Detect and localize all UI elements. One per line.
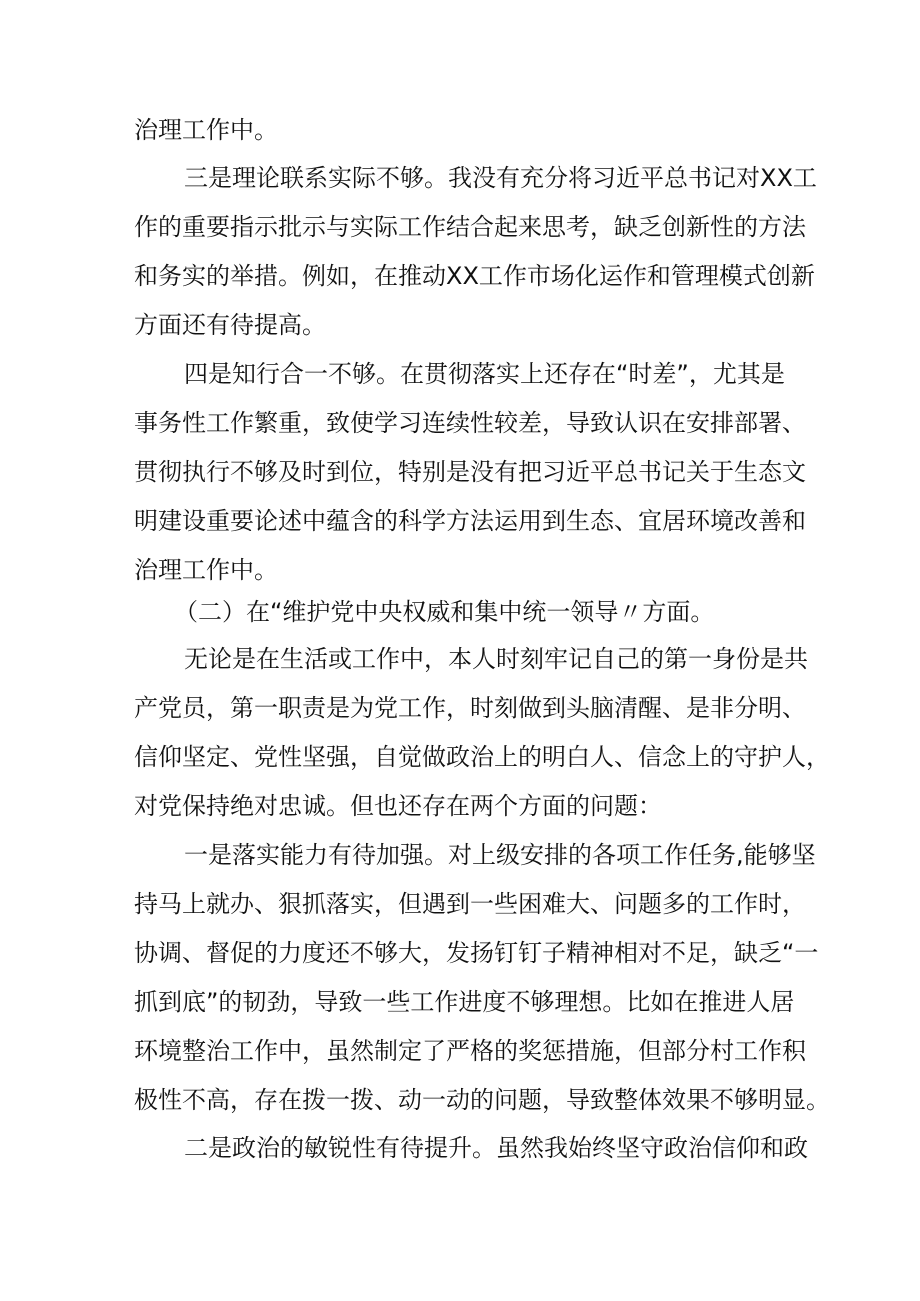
text-line: 持马上就办、狠抓落实，但遇到一些困难大、问题多的工作时， (134, 890, 806, 918)
text-line: 产党员，第一职责是为党工作，时刻做到头脑清醒、是非分明、 (134, 694, 806, 722)
text-line: 抓到底”的韧劲，导致一些工作进度不够理想。比如在推进人居 (134, 988, 795, 1016)
text-line: 治理工作中。 (134, 116, 278, 144)
text-line: 协调、督促的力度还不够大，发扬钉钉子精神相对不足，缺乏“一 (134, 939, 819, 967)
paragraph-start-line: 三是理论联系实际不够。我没有充分将习近平总书记对XX工 (184, 164, 817, 192)
paragraph-start-line: 一是落实能力有待加强。对上级安排的各项工作任务,能够坚 (184, 841, 816, 869)
paragraph-start-line: 四是知行合一不够。在贯彻落实上还存在“时差”，尤其是 (184, 360, 785, 388)
text-line: 环境整治工作中，虽然制定了严格的奖惩措施，但部分村工作积 (134, 1037, 806, 1065)
paragraph-start-line: 无论是在生活或工作中，本人时刻牢记自己的第一身份是共 (184, 645, 808, 673)
paragraph-start-line: 二是政治的敏锐性有待提升。虽然我始终坚守政治信仰和政 (184, 1134, 808, 1162)
text-line: 作的重要指示批示与实际工作结合起来思考，缺乏创新性的方法 (134, 213, 806, 241)
text-line: 信仰坚定、党性坚强，自觉做政治上的明白人、信念上的守护人， (134, 743, 830, 771)
section-heading: （二）在“维护党中央权威和集中统一领导〃方面。 (174, 598, 715, 626)
text-line: 事务性工作繁重，致使学习连续性较差，导致认识在安排部署、 (134, 409, 806, 437)
text-line: 治理工作中。 (134, 556, 278, 584)
text-line: 明建设重要论述中蕴含的科学方法运用到生态、宜居环境改善和 (134, 507, 806, 535)
text-line: 极性不高，存在拨一拨、动一动的问题，导致整体效果不够明显。 (134, 1086, 830, 1114)
text-line: 方面还有待提高。 (134, 311, 326, 339)
text-line: 和务实的举措。例如，在推动XX工作市场化运作和管理模式创新 (134, 262, 815, 290)
text-line: 贯彻执行不够及时到位，特别是没有把习近平总书记关于生态文 (134, 458, 806, 486)
text-line: 对党保持绝对忠诚。但也还存在两个方面的问题： (134, 792, 662, 820)
